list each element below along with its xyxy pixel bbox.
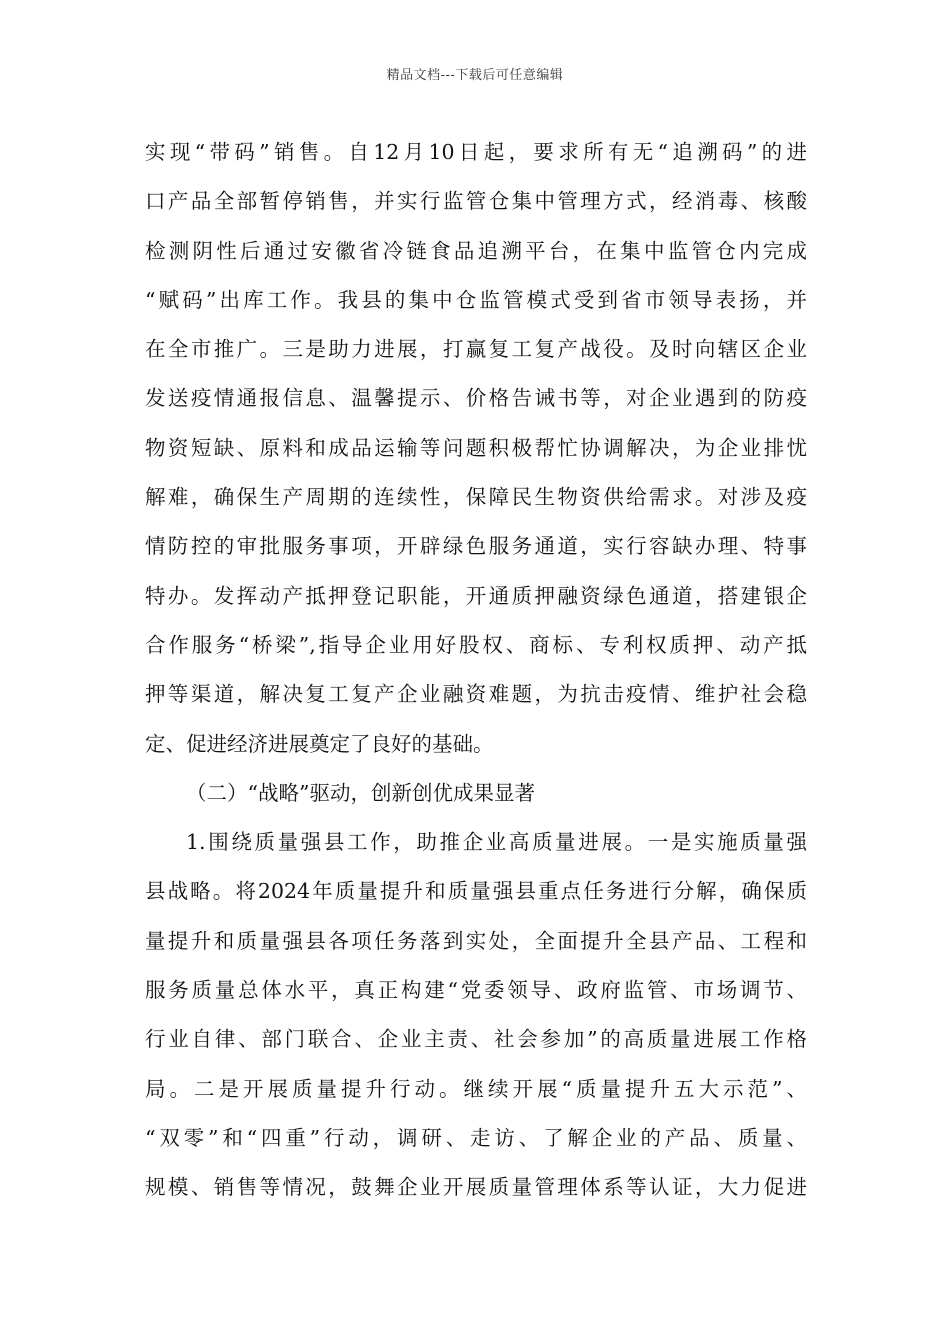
text-line: “双零”和“四重”行动，调研、走访、了解企业的产品、质量、 bbox=[145, 1125, 807, 1150]
text-line: “赋码”出库工作。我县的集中仓监管模式受到省市领导表扬，并 bbox=[145, 287, 807, 312]
text-line: 特办。发挥动产抵押登记职能，开通质押融资绿色通道，搭建银企 bbox=[145, 583, 807, 608]
text-line: 合作服务“桥梁”,指导企业用好股权、商标、专利权质押、动产抵 bbox=[145, 632, 807, 657]
text-line: 量提升和质量强县各项任务落到实处，全面提升全县产品、工程和 bbox=[145, 928, 807, 953]
text-line: 检测阴性后通过安徽省冷链食品追溯平台，在集中监管仓内完成 bbox=[145, 238, 807, 263]
text-line: 在全市推广。三是助力进展，打赢复工复产战役。及时向辖区企业 bbox=[145, 337, 807, 362]
text-line: 实现“带码”销售。自12月10日起，要求所有无“追溯码”的进 bbox=[145, 140, 807, 164]
text-line: 押等渠道，解决复工复产企业融资难题，为抗击疫情、维护社会稳 bbox=[145, 682, 807, 707]
document-body bbox=[145, 128, 807, 1213]
text-line: 服务质量总体水平，真正构建“党委领导、政府监管、市场调节、 bbox=[145, 978, 807, 1003]
text-line: 发送疫情通报信息、温馨提示、价格告诫书等，对企业遇到的防疫 bbox=[145, 386, 807, 411]
text-line: 县战略。将2024年质量提升和质量强县重点任务进行分解，确保质 bbox=[145, 879, 807, 904]
text-line: 物资短缺、原料和成品运输等问题积极帮忙协调解决，为企业排忧 bbox=[145, 435, 807, 460]
paragraph-start-line: 1.围绕质量强县工作，助推企业高质量进展。一是实施质量强 bbox=[186, 830, 807, 855]
text-line: 行业自律、部门联合、企业主责、社会参加”的高质量进展工作格 bbox=[145, 1027, 807, 1052]
text-line: 局。二是开展质量提升行动。继续开展“质量提升五大示范”、 bbox=[145, 1076, 807, 1101]
text-line: 规模、销售等情况，鼓舞企业开展质量管理体系等认证，大力促进 bbox=[145, 1175, 807, 1200]
page-header: 精品文档---下载后可任意编辑 bbox=[386, 68, 564, 83]
text-line: 解难，确保生产周期的连续性，保障民生物资供给需求。对涉及疫 bbox=[145, 485, 807, 510]
text-line: 情防控的审批服务事项，开辟绿色服务通道，实行容缺办理、特事 bbox=[145, 534, 807, 559]
paragraph-end-line: 定、促进经济进展奠定了良好的基础。 bbox=[145, 731, 494, 756]
text-line: 口产品全部暂停销售，并实行监管仓集中管理方式，经消毒、核酸 bbox=[145, 189, 807, 214]
section-heading: （二）“战略”驱动，创新创优成果显著 bbox=[186, 780, 535, 805]
